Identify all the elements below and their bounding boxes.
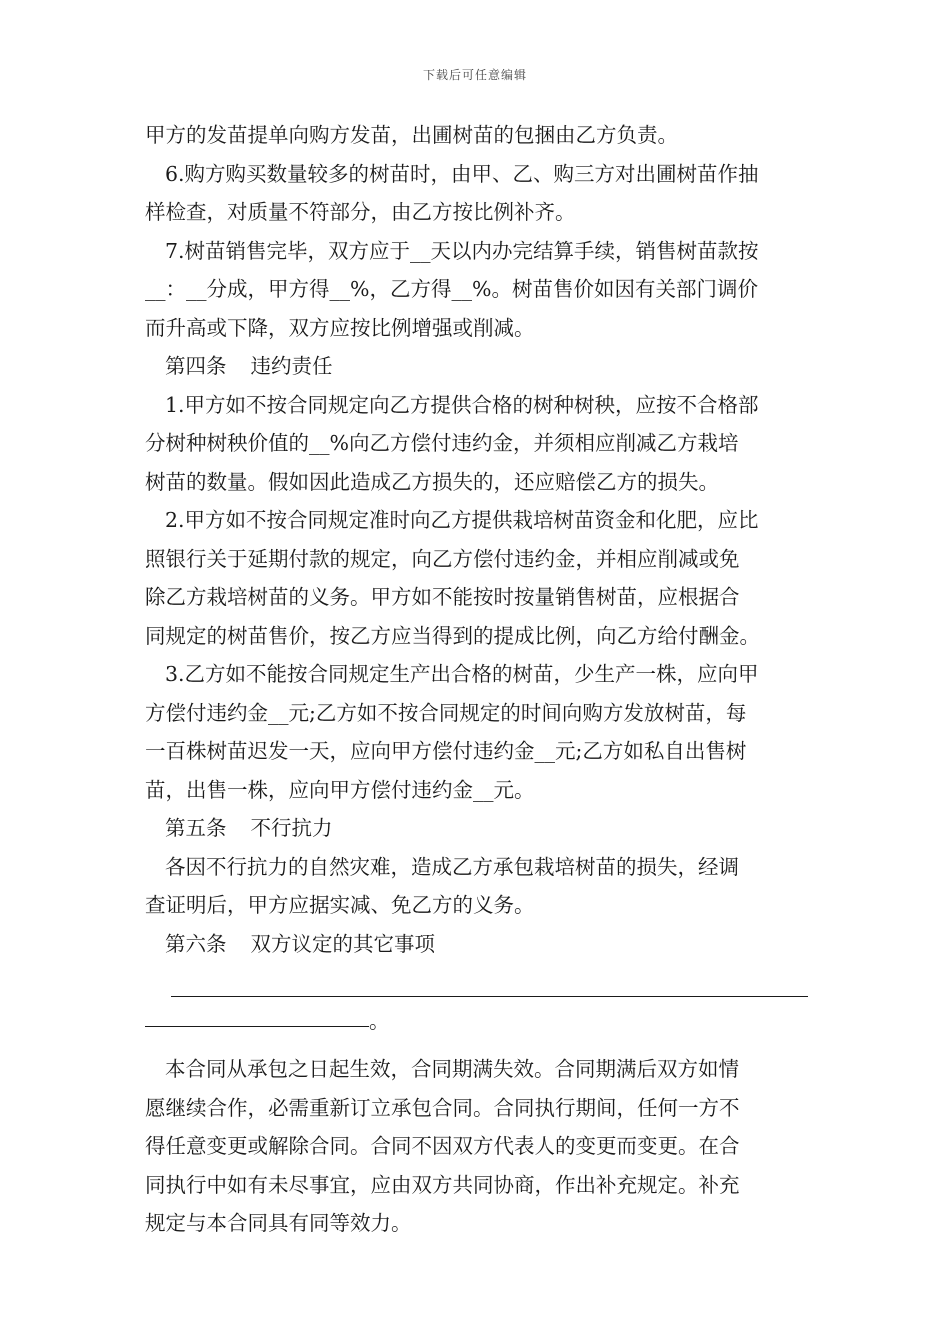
section-title-article-4 (145, 347, 810, 386)
paragraph-line: 苗，出售一株，应向甲方偿付违约金__元。 (145, 777, 535, 802)
underline-rule (171, 996, 808, 997)
paragraph-line: 规定与本合同具有同等效力。 (145, 1211, 412, 1235)
paragraph-line: 2.甲方如不按合同规定准时向乙方提供栽培树苗资金和化肥，应比 (165, 508, 759, 532)
article-number: 第四条 (165, 354, 227, 378)
underline-rule (145, 1026, 369, 1027)
section-title-article-6 (145, 925, 810, 964)
paragraph-line: 得任意变更或解除合同。合同不因双方代表人的变更而变更。在合 (145, 1134, 740, 1158)
paragraph-line: 1.甲方如不按合同规定向乙方提供合格的树种树秧，应按不合格部 (165, 392, 759, 417)
paragraph-line: __：__分成，甲方得__%，乙方得__%。树苗售价如因有关部门调价 (145, 277, 758, 301)
article-heading: 不行抗力 (250, 816, 333, 840)
blank-end-punctuation: 。 (369, 1008, 390, 1033)
article-heading: 违约责任 (250, 354, 333, 378)
paragraph-line: 6.购方购买数量较多的树苗时，由甲、乙、购三方对出圃树苗作抽 (165, 161, 759, 186)
paragraph-line: 3.乙方如不能按合同规定生产出合格的树苗，少生产一株，应向甲 (165, 662, 759, 686)
paragraph-line: 树苗的数量。假如因此造成乙方损失的，还应赔偿乙方的损失。 (145, 469, 719, 494)
article-number: 第六条 (165, 931, 227, 956)
paragraph-line: 7.树苗销售完毕，双方应于__天以内办完结算手续，销售树苗款按 (165, 238, 759, 263)
paragraph-line: 各因不行抗力的自然灾难，造成乙方承包栽培树苗的损失，经调 (165, 854, 739, 879)
paragraph-line: 甲方的发苗提单向购方发苗，出圃树苗的包捆由乙方负责。 (145, 123, 678, 147)
blank-fill-line-end (145, 1002, 810, 1041)
paragraph-line: 分树种树秧价值的__%向乙方偿付违约金，并须相应削减乙方栽培 (145, 431, 739, 455)
paragraph-line: 查证明后，甲方应据实减、免乙方的义务。 (145, 893, 535, 917)
blank-fill-line (145, 963, 810, 1002)
paragraph-line: 除乙方栽培树苗的义务。甲方如不能按时按量销售树苗，应根据合 (145, 585, 740, 609)
section-title-article-5 (145, 809, 810, 848)
paragraph-line: 照银行关于延期付款的规定，向乙方偿付违约金，并相应削减或免 (145, 546, 740, 571)
document-body (145, 116, 810, 1243)
paragraph-line: 方偿付违约金__元;乙方如不按合同规定的时间向购方发放树苗，每 (145, 700, 747, 725)
paragraph-line: 一百株树苗迟发一天，应向甲方偿付违约金__元;乙方如私自出售树 (145, 739, 747, 763)
paragraph-line: 本合同从承包之日起生效，合同期满失效。合同期满后双方如情 (165, 1057, 739, 1081)
paragraph-line: 愿继续合作，必需重新订立承包合同。合同执行期间，任何一方不 (145, 1095, 740, 1120)
page-header: 下载后可任意编辑 (422, 68, 527, 82)
paragraph-line: 同规定的树苗售价，按乙方应当得到的提成比例，向乙方给付酬金。 (145, 623, 760, 648)
paragraph-line: 样检查，对质量不符部分，由乙方按比例补齐。 (145, 200, 576, 224)
article-number: 第五条 (165, 816, 227, 840)
paragraph-line: 同执行中如有未尽事宜，应由双方共同协商，作出补充规定。补充 (145, 1172, 740, 1197)
paragraph-line: 而升高或下降，双方应按比例增强或削减。 (145, 315, 535, 340)
article-heading: 双方议定的其它事项 (250, 931, 435, 956)
